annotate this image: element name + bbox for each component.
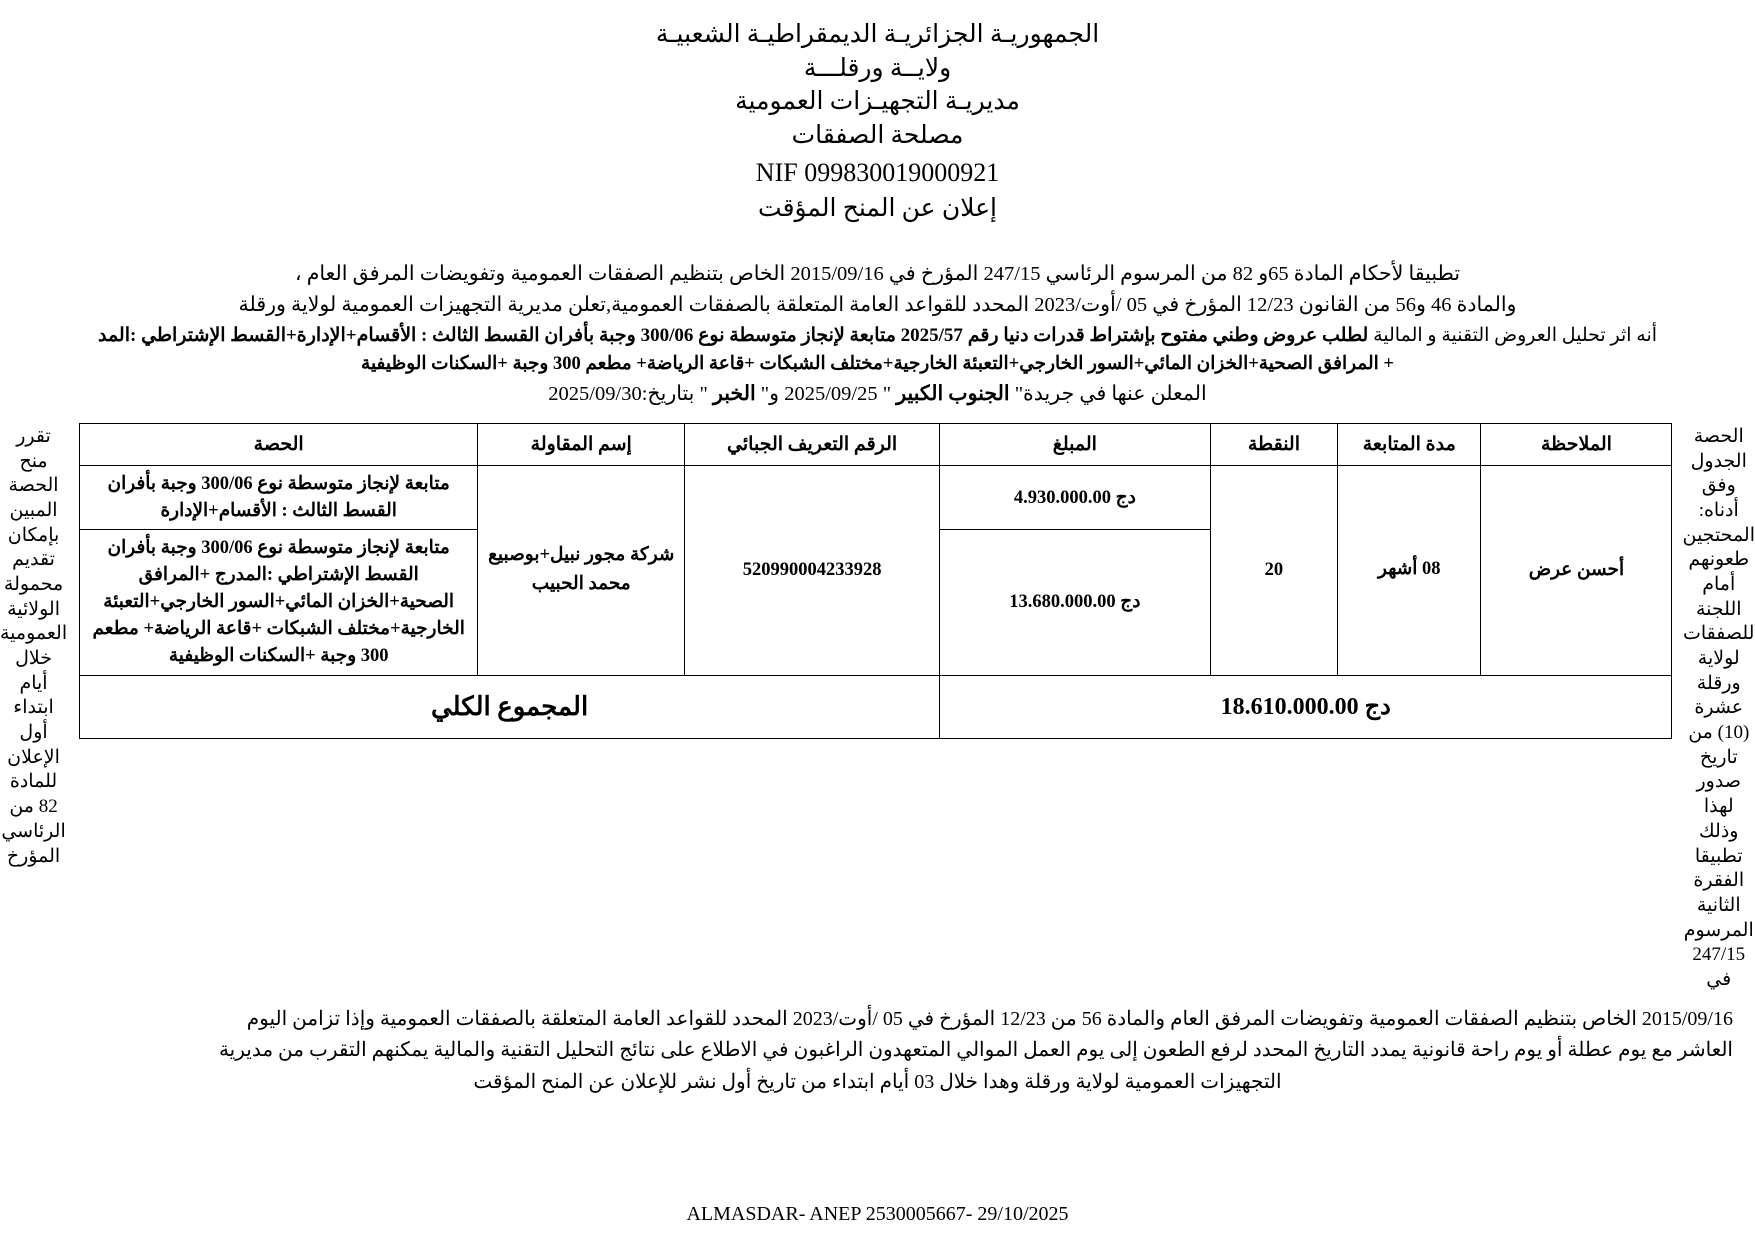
cell-company-name: شركة مجور نبيل+بوصبيع محمد الحبيب bbox=[478, 465, 685, 675]
header-company: إسم المقاولة bbox=[478, 423, 685, 465]
header-points: النقطة bbox=[1210, 423, 1337, 465]
header-line-service: مصلحة الصفقات bbox=[791, 121, 964, 149]
intro-paragraph bbox=[22, 259, 1733, 408]
header-line-republic: الجمهوريـة الجزائريـة الديمقراطيـة الشعبيـة bbox=[655, 21, 1100, 48]
document-page bbox=[0, 18, 1755, 1258]
lot-2-line-2: القسط الإشتراطي :المدرج +المرافق الصحية+الخزان المائي+السور الخارجي+التعبئة الخارجية+مختلف الشبكات +قاعة الرياضة+ مطعم 300 وجبة +السكنات الوظيفية bbox=[92, 565, 465, 666]
intro-line-5 bbox=[22, 379, 1733, 409]
header-subtitle: إعلان عن المنح المؤقت bbox=[758, 194, 997, 222]
header-nif: NIF 099830019000921 bbox=[755, 158, 1000, 187]
cell-duration: 08 أشهر bbox=[1338, 465, 1481, 675]
cell-nif-value: 520990004233928 bbox=[685, 465, 940, 675]
cell-note: أحسن عرض bbox=[1481, 465, 1672, 675]
body-row bbox=[0, 423, 1755, 993]
header-duration: مدة المتابعة bbox=[1338, 423, 1481, 465]
newspaper-name-1: الجنوب الكبير bbox=[896, 382, 1010, 405]
intro-line-1: تطبيقا لأحكام المادة 65و 82 من المرسوم الرئاسي 247/15 المؤرخ في 2015/09/16 الخاص بتنظيم الصفقات العمومية وتفويضات المرفق العام ، bbox=[294, 263, 1461, 286]
cell-lot-description-2 bbox=[80, 530, 478, 675]
lot-1-line-1: متابعة لإنجاز متوسطة نوع 300/06 وجبة بأفران bbox=[107, 473, 450, 494]
intro-line-3-post: متابعة لإنجاز متوسطة نوع 300/06 وجبة بأفران القسط الثالث : الأقسام+الإدارة+القسط الإشتراطي :المد bbox=[97, 324, 901, 346]
side-note-left: الحصة الجدول وفق أدناه: المحتجين طعونهم أمام اللجنة للصفقات لولاية ورقلة عشرة (10) من تاريخ صدور لهذا وذلك تطبيقا الفقرة الثانية المرسوم 247/15 في bbox=[1682, 425, 1755, 990]
intro-line-2: والمادة 46 و56 من القانون 12/23 المؤرخ في 05 /أوت/2023 المحدد للقواعد العامة المتعلقة بالصفقات العمومية,تعلن مديرية التجهيزات العمومية لولاية ورقلة bbox=[238, 294, 1517, 317]
intro-line-3 bbox=[22, 322, 1733, 350]
table-total-row bbox=[80, 675, 1672, 738]
header-amount: المبلغ bbox=[940, 423, 1211, 465]
footer-line-2: العاشر مع يوم عطلة أو يوم راحة قانونية يمدد التاريخ المحدد لرفع الطعون إلى يوم العمل الموالي المتعهدون الراغبون في الاطلاع على نتائج التحليل التقنية والمالية يمكنهم التقرب من مديرية bbox=[218, 1039, 1733, 1062]
grant-table bbox=[79, 423, 1672, 739]
cell-points: 20 bbox=[1210, 465, 1337, 675]
intro-line-5-post: " بتاريخ:2025/09/30 bbox=[548, 382, 713, 405]
tender-reference: لطلب عروض وطني مفتوح بإشتراط قدرات دنيا رقم 2025/57 bbox=[900, 324, 1369, 346]
lot-1-line-2: القسط الثالث : الأقسام+الإدارة bbox=[160, 500, 397, 521]
table-row bbox=[80, 465, 1672, 530]
header-lot: الحصة bbox=[80, 423, 478, 465]
header-nif: الرقم التعريف الجبائي bbox=[685, 423, 940, 465]
cell-amount-lot-conditional: 13.680.000.00 دج bbox=[940, 530, 1211, 675]
lot-2-line-1: متابعة لإنجاز متوسطة نوع 300/06 وجبة بأفران bbox=[107, 538, 450, 559]
side-note-right: تقرر منح الحصة المبين بإمكان تقديم محمولة الولائية العمومية خلال أيام ابتداء أول الإعلان للمادة 82 من الرئاسي المؤرخ bbox=[0, 425, 68, 867]
intro-line-5-pre: المعلن عنها في جريدة" bbox=[1009, 382, 1207, 405]
cell-amount-lot3: 4.930.000.00 دج bbox=[940, 465, 1211, 530]
header-line-wilaya: ولايــة ورقلـــة bbox=[803, 54, 952, 82]
table-header-row bbox=[80, 423, 1672, 465]
cell-total-amount: 18.610.000.00 دج bbox=[940, 675, 1672, 738]
intro-line-4: + المرافق الصحية+الخزان المائي+السور الخارجي+التعبئة الخارجية+مختلف الشبكات +قاعة الرياضة+ مطعم 300 وجبة +السكنات الوظيفية bbox=[361, 353, 1394, 374]
header-note: الملاحظة bbox=[1481, 423, 1672, 465]
footer-line-1: 2015/09/16 الخاص بتنظيم الصفقات العمومية وتفويضات المرفق العام والمادة 56 من 12/23 المؤرخ في 05 /أوت/2023 المحدد للقواعد العامة المتعلقة بالصفقات العمومية وإذا تزامن اليوم bbox=[246, 1007, 1733, 1030]
intro-line-3-pre: أنه اثر تحليل العروض التقنية و المالية bbox=[1368, 324, 1658, 346]
document-header bbox=[0, 18, 1755, 225]
footer-paragraph bbox=[22, 1005, 1733, 1098]
header-line-directorate: مديريـة التجهيـزات العمومية bbox=[735, 88, 1020, 115]
grant-table-wrapper bbox=[75, 423, 1676, 739]
footer-line-3: التجهيزات العمومية لولاية ورقلة وهدا خلال 03 أيام ابتداء من تاريخ أول نشر للإعلان عن المنح المؤقت bbox=[473, 1070, 1282, 1093]
intro-line-5-mid: " 2025/09/25 و" bbox=[755, 382, 897, 405]
cell-lot-description-1 bbox=[80, 465, 478, 530]
newspaper-name-2: الخبر bbox=[713, 382, 756, 405]
anep-reference-line: ALMASDAR- ANEP 2530005667- 29/10/2025 bbox=[686, 1203, 1069, 1225]
cell-total-label: المجموع الكلي bbox=[80, 675, 940, 738]
